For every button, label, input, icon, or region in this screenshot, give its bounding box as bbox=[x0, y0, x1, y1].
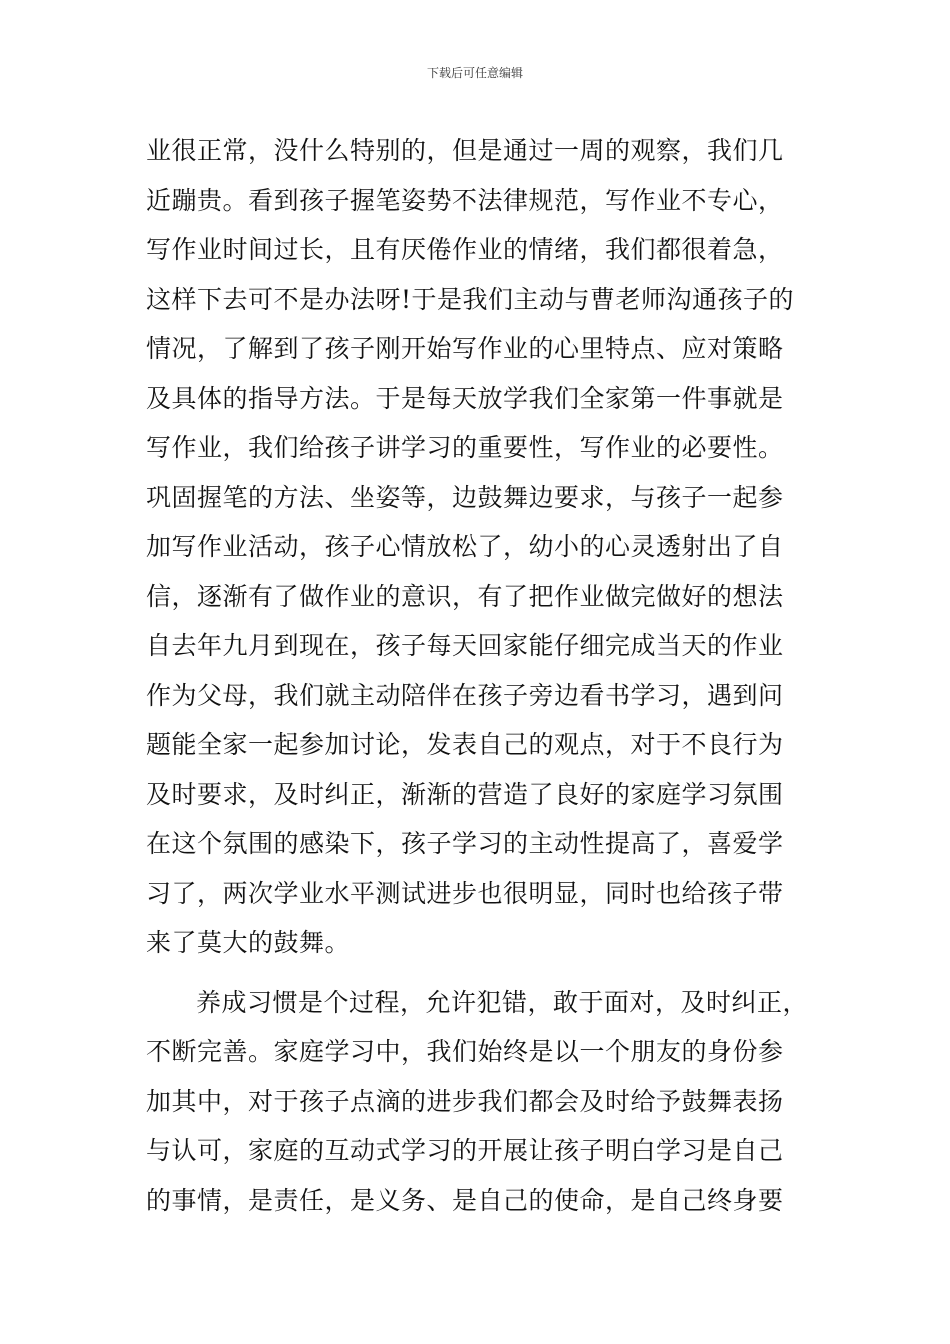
text-line: 情况，了解到了孩子刚开始写作业的心里特点、应对策略 bbox=[146, 334, 784, 363]
text-line: 自去年九月到现在，孩子每天回家能仔细完成当天的作业 bbox=[146, 631, 784, 660]
text-line: 来了莫大的鼓舞。 bbox=[146, 928, 351, 957]
text-line: 写作业，我们给孩子讲学习的重要性，写作业的必要性。 bbox=[146, 433, 784, 462]
text-line: 不断完善。家庭学习中，我们始终是以一个朋友的身份参 bbox=[146, 1037, 784, 1066]
text-line: 加其中，对于孩子点滴的进步我们都会及时给予鼓舞表扬 bbox=[146, 1086, 784, 1116]
text-line: 的事情，是责任，是义务、是自己的使命，是自己终身要 bbox=[146, 1185, 784, 1215]
text-line: 业很正常，没什么特别的，但是通过一周的观察，我们几 bbox=[146, 136, 784, 165]
text-line: 作为父母，我们就主动陪伴在孩子旁边看书学习，遇到问 bbox=[146, 680, 784, 710]
paragraph-gap bbox=[146, 968, 816, 978]
text-line: 这样下去可不是办法呀!于是我们主动与曹老师沟通孩子的 bbox=[146, 284, 795, 314]
text-line: 近蹦贵。看到孩子握笔姿势不法律规范，写作业不专心， bbox=[146, 185, 784, 215]
text-line: 信，逐渐有了做作业的意识，有了把作业做完做好的想法 bbox=[146, 581, 784, 611]
text-line: 习了，两次学业水平测试进步也很明显，同时也给孩子带 bbox=[146, 878, 784, 908]
text-line: 与认可，家庭的互动式学习的开展让孩子明白学习是自己 bbox=[146, 1136, 784, 1165]
text-line: 写作业时间过长，且有厌倦作业的情绪，我们都很着急， bbox=[146, 235, 784, 264]
paragraph-1 bbox=[146, 126, 816, 968]
text-line: 在这个氛围的感染下，孩子学习的主动性提高了，喜爱学 bbox=[146, 829, 784, 858]
text-line: 养成习惯是个过程，允许犯错，敢于面对，及时纠正， bbox=[196, 987, 809, 1017]
page-header: 下载后可任意编辑 bbox=[426, 66, 523, 80]
text-line: 及具体的指导方法。于是每天放学我们全家第一件事就是 bbox=[146, 383, 784, 413]
text-line: 加写作业活动，孩子心情放松了，幼小的心灵透射出了自 bbox=[146, 532, 784, 561]
text-line: 题能全家一起参加讨论，发表自己的观点，对于不良行为 bbox=[146, 730, 784, 759]
text-line: 及时要求，及时纠正，渐渐的营造了良好的家庭学习氛围 bbox=[146, 779, 784, 809]
text-line: 巩固握笔的方法、坐姿等，边鼓舞边要求，与孩子一起参 bbox=[146, 482, 784, 512]
document-body bbox=[146, 126, 816, 1225]
paragraph-2 bbox=[146, 978, 816, 1226]
